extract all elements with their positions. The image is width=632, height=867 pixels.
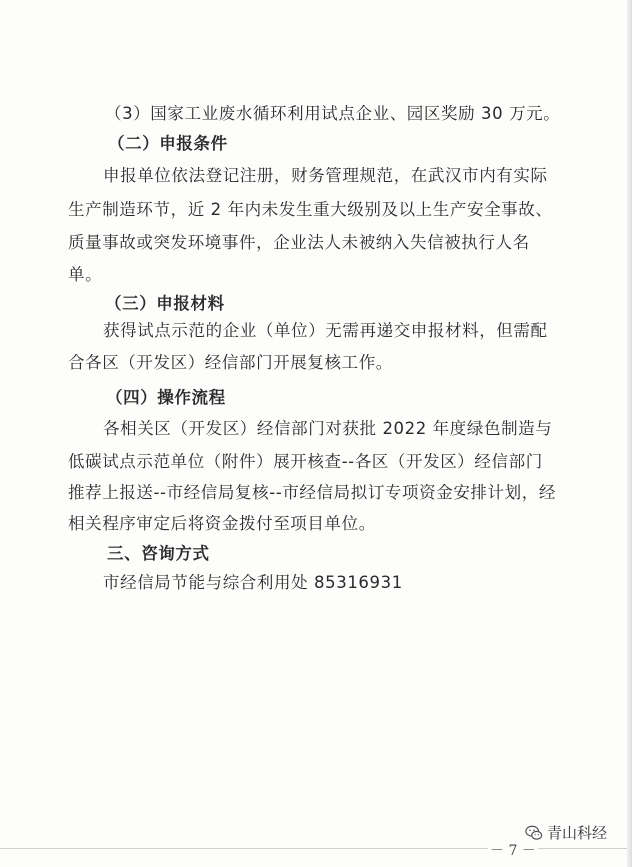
paragraph-process-line-1: 各相关区（开发区）经信部门对获批 2022 年度绿色制造与: [103, 419, 553, 438]
paragraph-process-line-4: 相关程序审定后将资金拨付至项目单位。: [68, 514, 376, 533]
watermark-text: 青山科经: [547, 824, 608, 842]
paragraph-process-line-3: 推荐上报送--市经信局复核--市经信局拟订专项资金安排计划，经: [68, 483, 556, 502]
paragraph-conditions-line-4: 单。: [68, 265, 103, 284]
heading-consultation: 三、咨询方式: [107, 544, 210, 563]
paragraph-process-line-2: 低碳试点示范单位（附件）展开核查--各区（开发区）经信部门: [68, 452, 543, 471]
paragraph-conditions-line-3: 质量事故或突发环境事件，企业法人未被纳入失信被执行人名: [68, 233, 530, 252]
wechat-icon: [525, 824, 543, 842]
paragraph-materials-line-1: 获得试点示范的企业（单位）无需再递交申报材料，但需配: [103, 321, 548, 340]
paragraph-conditions-line-1: 申报单位依法登记注册，财务管理规范，在武汉市内有实际: [103, 166, 548, 185]
page-number: － 7 －: [488, 840, 538, 860]
page-edge: [627, 0, 632, 867]
paragraph-reward-item-3: （3）国家工业废水循环利用试点企业、园区奖励 30 万元。: [105, 104, 561, 123]
paragraph-conditions-line-2: 生产制造环节，近 2 年内未发生重大级别及以上生产安全事故、: [68, 200, 553, 219]
paragraph-materials-line-2: 合各区（开发区）经信部门开展复核工作。: [68, 353, 393, 372]
heading-operation-process: （四）操作流程: [106, 388, 226, 407]
heading-application-materials: （三）申报材料: [105, 294, 225, 313]
heading-application-conditions: （二）申报条件: [108, 134, 228, 153]
consultation-contact: 市经信局节能与综合利用处 85316931: [103, 573, 403, 592]
watermark: [525, 822, 607, 843]
